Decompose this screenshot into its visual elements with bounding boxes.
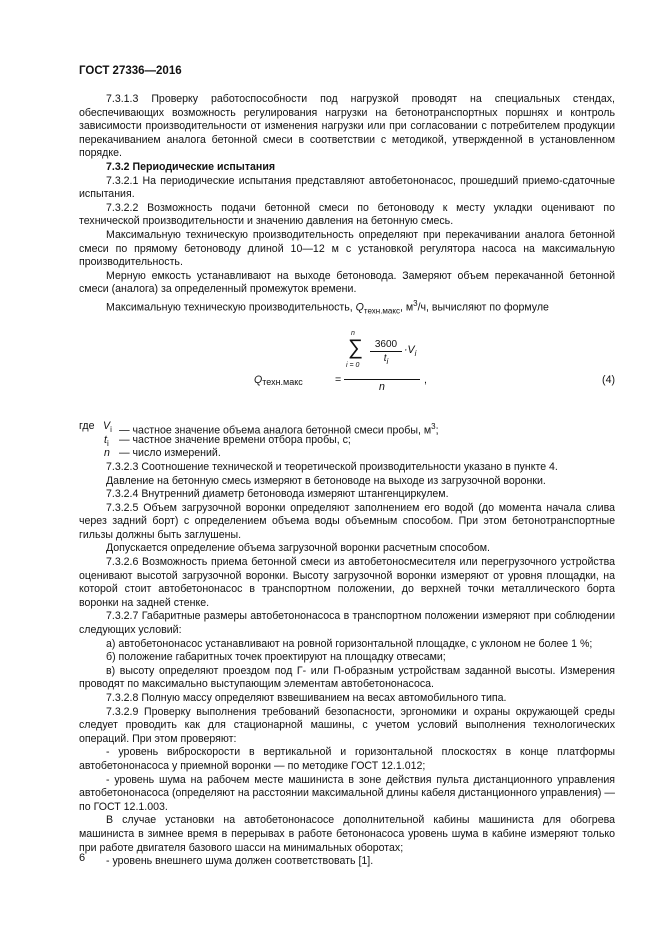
- formula-numerator: [344, 330, 420, 378]
- formula-volume-symbol: ·V: [404, 344, 415, 357]
- legend-symbol-n: n: [104, 447, 110, 460]
- inner-denominator: [370, 352, 402, 368]
- legend-row: [79, 447, 615, 461]
- legend-text: — число измерений.: [119, 447, 221, 460]
- legend-intro: где: [79, 420, 95, 433]
- paragraph-pressure: Давление на бетонную смесь измеряют в бетоноводе на выходе из загрузочной воронки.: [106, 474, 546, 487]
- paragraph-7-3-1-3: 7.3.1.3 Проверку работоспособности под нагрузкой проводят на специальных стендах, обеспечивающих возможность регулирования нагрузки на бетонотранспортных поршнях и контроль зависимости производительности от изменения нагрузки или при согласовании с потребителем продукции перекачиванием аналога бетонной смеси в соответствии с методикой, утвержденной в установленном порядке.: [79, 93, 615, 160]
- paragraph-7-3-2-7: 7.3.2.7 Габаритные размеры автобетононасоса в транспортном положении измеряют при соблюдении следующих условий:: [79, 610, 615, 637]
- paragraph-cabin-noise: В случае установки на автобетононасосе дополнительной кабины машиниста для обогрева машиниста в зимнее время в перерывах в работе бетононасоса уровень шума в кабине измеряют только при работе двигателя базового шасси на минимальных оборотах;: [79, 814, 615, 854]
- formula-equals: =: [335, 374, 342, 387]
- paragraph-7-3-2-1: 7.3.2.1 На периодические испытания представляют автобетононасос, прошедший приемо-сдаточные испытания.: [79, 174, 615, 201]
- legend-symbol-t: t: [104, 433, 107, 446]
- paragraph-7-3-2-6: 7.3.2.6 Возможность приема бетонной смеси из автобетоносмесителя или перегрузочного устройства оценивают высотой загрузочной воронки. Высоту загрузочной воронки измеряют от уровня площадки, на которой стоит автобетононасос в транспортном положении, до верхней точки металлического борта воронки на задней стенке.: [79, 556, 615, 609]
- paragraph-7-3-2-5: 7.3.2.5 Объем загрузочной воронки определяют заполнением его водой (до момента начала слива через задний борт) с определением объема воды объемным способом. При этом бетонотранспортные гильзы должны быть заглушены.: [79, 501, 615, 541]
- paragraph-7-3-2-3: 7.3.2.3 Соотношение технической и теоретической производительности указано в пункте 4.: [106, 460, 558, 473]
- document-body: [79, 93, 615, 869]
- legend-symbol-t-sub: i: [106, 438, 109, 448]
- formula-lhs: [254, 374, 303, 390]
- inner-denominator-sub: i: [386, 357, 389, 367]
- inner-fraction: [370, 338, 402, 368]
- formula-4: [79, 322, 615, 418]
- formula-intro-unit: , м: [399, 301, 414, 314]
- formula-denominator: n: [379, 381, 385, 394]
- list-item-b: б) положение габаритных точек проектируют на площадку отвесами;: [106, 651, 446, 664]
- section-heading-7-3-2: 7.3.2 Периодические испытания: [106, 160, 276, 173]
- legend-text-v-tail: ;: [435, 424, 439, 437]
- paragraph-7-3-2-4: 7.3.2.4 Внутренний диаметр бетоновода измеряют штангенциркулем.: [106, 488, 449, 501]
- page-number: 6: [79, 852, 86, 864]
- formula-volume-term: [404, 344, 416, 361]
- legend-text-v-sup: 3: [431, 422, 436, 432]
- paragraph-7-3-2-9: 7.3.2.9 Проверку выполнения требований безопасности, эргономики и охраны окружающей среды следует проводить как для стационарной машины, с учетом условий выполнения технологических операций. При этом проверяют:: [79, 705, 615, 745]
- list-item-noise: - уровень шума на рабочем месте машиниста в зоне действия пульта дистанционного управления автобетононасоса (определяют на расстоянии максимальной длины кабеля дистанционного управления) — по ГОСТ 12.1.003.: [79, 773, 615, 813]
- paragraph-measuring-tank: Мерную емкость устанавливают на выходе бетоновода. Замеряют объем перекачанной бетонной смеси (аналога) за определенный промежуток времени.: [79, 269, 615, 296]
- formula-number: (4): [602, 374, 615, 387]
- formula-fraction: [344, 330, 420, 394]
- formula-comma: ,: [424, 374, 427, 387]
- legend-symbol: [104, 447, 110, 461]
- legend-row: [79, 434, 615, 448]
- list-item-a: а) автобетононасос устанавливают на ровной горизонтальной площадке, с уклоном не более 1 %;: [106, 637, 593, 650]
- formula-intro-unit-sup: 3: [413, 298, 418, 308]
- sum-sigma: ∑: [348, 336, 363, 360]
- legend-row: [79, 420, 615, 437]
- formula-lhs-subscript: техн.макс: [262, 377, 303, 388]
- paragraph-7-3-2-8: 7.3.2.8 Полную массу определяют взвешиванием на весах автомобильного типа.: [106, 692, 507, 705]
- paragraph-max-productivity: Максимальную техническую производительность определяют при перекачивании аналога бетонной смеси по прямому бетоноводу длиной 10—12 м с установкой регулятора насоса на максимальную производительность.: [79, 228, 615, 269]
- sum-upper-limit: n: [351, 330, 355, 338]
- document-header: ГОСТ 27336—2016: [79, 65, 182, 77]
- inner-denominator-symbol: t: [383, 353, 387, 365]
- formula-volume-sub: i: [414, 349, 417, 359]
- inner-numerator: 3600: [370, 338, 402, 352]
- list-item-v: в) высоту определяют проездом под Г- или П-образным устройствам заданной высоты. Измерения проводят по максимально выступающим элементам автобетононасоса.: [79, 664, 615, 691]
- legend-text-v: — частное значение объема аналога бетонной смеси пробы, м: [119, 424, 432, 437]
- formula-intro-q: Q: [355, 301, 364, 314]
- paragraph-formula-intro: [79, 297, 615, 318]
- fraction-line: [344, 379, 420, 380]
- sum-lower-limit: i = 0: [346, 362, 360, 370]
- formula-lhs-symbol: Q: [254, 374, 263, 387]
- list-item-vibration: - уровень виброскорости в вертикальной и горизонтальной плоскостях в конце платформы автобетононасоса у приемной воронки — по методике ГОСТ 12.1.012;: [79, 746, 615, 772]
- formula-intro-q-sub: техн.макс: [363, 306, 400, 316]
- formula-legend: [79, 420, 615, 461]
- legend-symbol-v-sub: i: [110, 425, 112, 435]
- legend-symbol-v: V: [103, 420, 111, 433]
- paragraph-7-3-2-2: 7.3.2.2 Возможность подачи бетонной смеси по бетоноводу к месту укладки оценивают по технической производительности и значению давления на бетонную смесь.: [79, 201, 615, 228]
- paragraph-calculation-allowed: Допускается определение объема загрузочной воронки расчетным способом.: [106, 542, 490, 555]
- formula-intro-tail: /ч, вычисляют по формуле: [417, 301, 549, 314]
- formula-intro-text: Максимальную техническую производительность,: [106, 301, 353, 314]
- list-item-external-noise: - уровень внешнего шума должен соответствовать [1].: [106, 855, 374, 868]
- legend-text: — частное значение времени отбора пробы, с;: [119, 433, 351, 446]
